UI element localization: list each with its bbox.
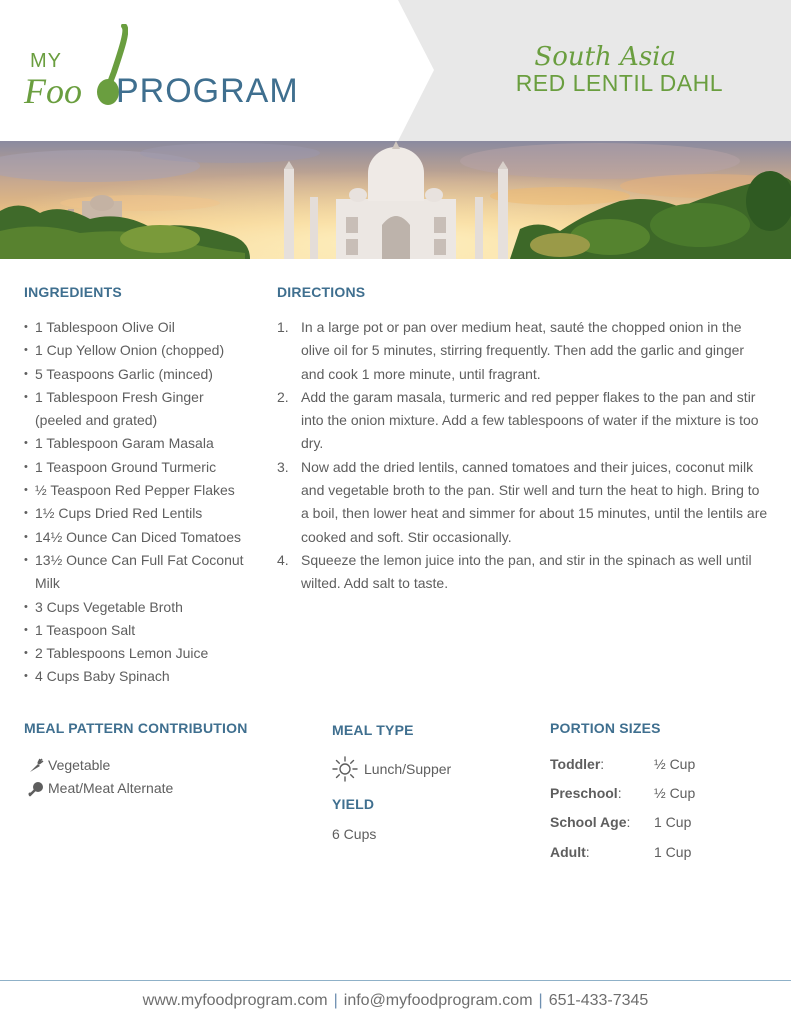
list-item: • 1 Tablespoon Fresh Ginger (peeled and grated) [24, 386, 254, 433]
footer-website-link[interactable]: www.myfoodprogram.com [142, 992, 328, 1009]
footer-divider [0, 980, 791, 981]
step-text: In a large pot or pan over medium heat, sauté the chopped onion in the olive oil for 5 minutes, stirring frequently. Then add the garlic and ginger and cook 1 more minute, until fragrant. [301, 319, 745, 382]
logo-my-text: MY [30, 50, 62, 72]
footer-phone[interactable]: 651-433-7345 [548, 992, 649, 1009]
direction-step [277, 386, 769, 456]
yield-heading: YIELD [332, 796, 375, 812]
portion-sizes-heading: PORTION SIZES [550, 720, 661, 736]
portion-row: Toddler: ½ Cup [550, 755, 696, 772]
list-item: • 5 Teaspoons Garlic (minced) [24, 363, 254, 386]
sun-icon [332, 756, 358, 782]
list-item: • 1 Teaspoon Salt [24, 619, 254, 642]
footer-separator: | [538, 992, 543, 1009]
portion-row: Preschool: ½ Cup [550, 784, 696, 801]
directions-heading: DIRECTIONS [277, 284, 366, 300]
list-item: • 1 Cup Yellow Onion (chopped) [24, 339, 254, 362]
step-number: 2. [277, 388, 289, 405]
portion-value: 1 Cup [654, 843, 692, 860]
portion-label: School Age [550, 814, 627, 831]
footer-email-link[interactable]: info@myfoodprogram.com [343, 992, 533, 1009]
meal-type-section [332, 722, 512, 782]
meal-pattern-label: Vegetable [48, 757, 111, 773]
my-food-program-logo[interactable] [24, 24, 314, 114]
list-item: • 2 Tablespoons Lemon Juice [24, 642, 254, 665]
list-item: • 1 Tablespoon Olive Oil [24, 316, 254, 339]
step-text: Squeeze the lemon juice into the pan, and stir in the spinach as well until wilted. Add salt to taste. [301, 551, 752, 592]
meal-pattern-heading: MEAL PATTERN CONTRIBUTION [24, 720, 248, 736]
meal-type-value: Lunch/Supper [364, 761, 452, 777]
page-header [0, 0, 791, 141]
portion-sizes-section [550, 720, 770, 866]
directions-list [277, 316, 769, 596]
list-item: • 1 Teaspoon Ground Turmeric [24, 456, 254, 479]
step-number: 1. [277, 319, 289, 335]
recipe-region: South Asia [534, 42, 676, 72]
portion-value: ½ Cup [654, 755, 696, 772]
logo-food-text: Foo [24, 71, 82, 111]
logo-program-text: PROGRAM [116, 72, 299, 110]
recipe-title: RED LENTIL DAHL [515, 70, 723, 96]
step-text: Add the garam masala, turmeric and red pepper flakes to the pan and stir into the onion mixture. Add a few tablespoons of water if the mixture is too dry. [301, 388, 759, 452]
ingredients-section [24, 284, 254, 689]
meal-type-heading: MEAL TYPE [332, 722, 414, 738]
meal-pattern-section [24, 720, 304, 800]
meal-pattern-label: Meat/Meat Alternate [48, 780, 174, 796]
step-number: 3. [277, 458, 289, 475]
portion-label: Preschool [550, 784, 618, 801]
carrot-icon [28, 758, 44, 774]
meal-pattern-item-meat [24, 777, 304, 800]
footer-separator: | [333, 992, 338, 1009]
direction-step [277, 456, 769, 549]
ingredients-heading: INGREDIENTS [24, 284, 122, 300]
portion-label: Toddler [550, 755, 601, 772]
portion-label: Adult [550, 843, 586, 860]
list-item: • 13½ Ounce Can Full Fat Coconut Milk [24, 549, 254, 596]
step-number: 4. [277, 551, 289, 568]
list-item: • 3 Cups Vegetable Broth [24, 596, 254, 619]
step-text: Now add the dried lentils, canned tomatoes and their juices, coconut milk and vegetable broth to the pan. Stir well and turn the heat to high. Bring to a boil, then lower heat and simmer for about 15 minutes, until the lentils are cooked and soft. Stir occasionally. [301, 458, 768, 545]
page-footer [0, 992, 791, 1010]
list-item: • ½ Teaspoon Red Pepper Flakes [24, 479, 254, 502]
drumstick-icon [28, 781, 44, 797]
meal-pattern-item-vegetable [24, 754, 304, 777]
direction-step [277, 549, 769, 596]
taj-mahal-illustration [0, 141, 791, 259]
portion-value: 1 Cup [654, 814, 692, 831]
direction-step [277, 316, 769, 386]
list-item: • 14½ Ounce Can Diced Tomatoes [24, 526, 254, 549]
portion-row: Adult: 1 Cup [550, 843, 692, 860]
portion-row: School Age: 1 Cup [550, 814, 692, 831]
ingredients-list [24, 316, 254, 689]
list-item: • 1½ Cups Dried Red Lentils [24, 502, 254, 525]
portion-value: ½ Cup [654, 784, 696, 801]
list-item: • 1 Tablespoon Garam Masala [24, 432, 254, 455]
list-item: • 4 Cups Baby Spinach [24, 665, 254, 688]
yield-value: 6 Cups [332, 826, 377, 842]
directions-section [277, 284, 769, 596]
banner-image [0, 141, 791, 259]
